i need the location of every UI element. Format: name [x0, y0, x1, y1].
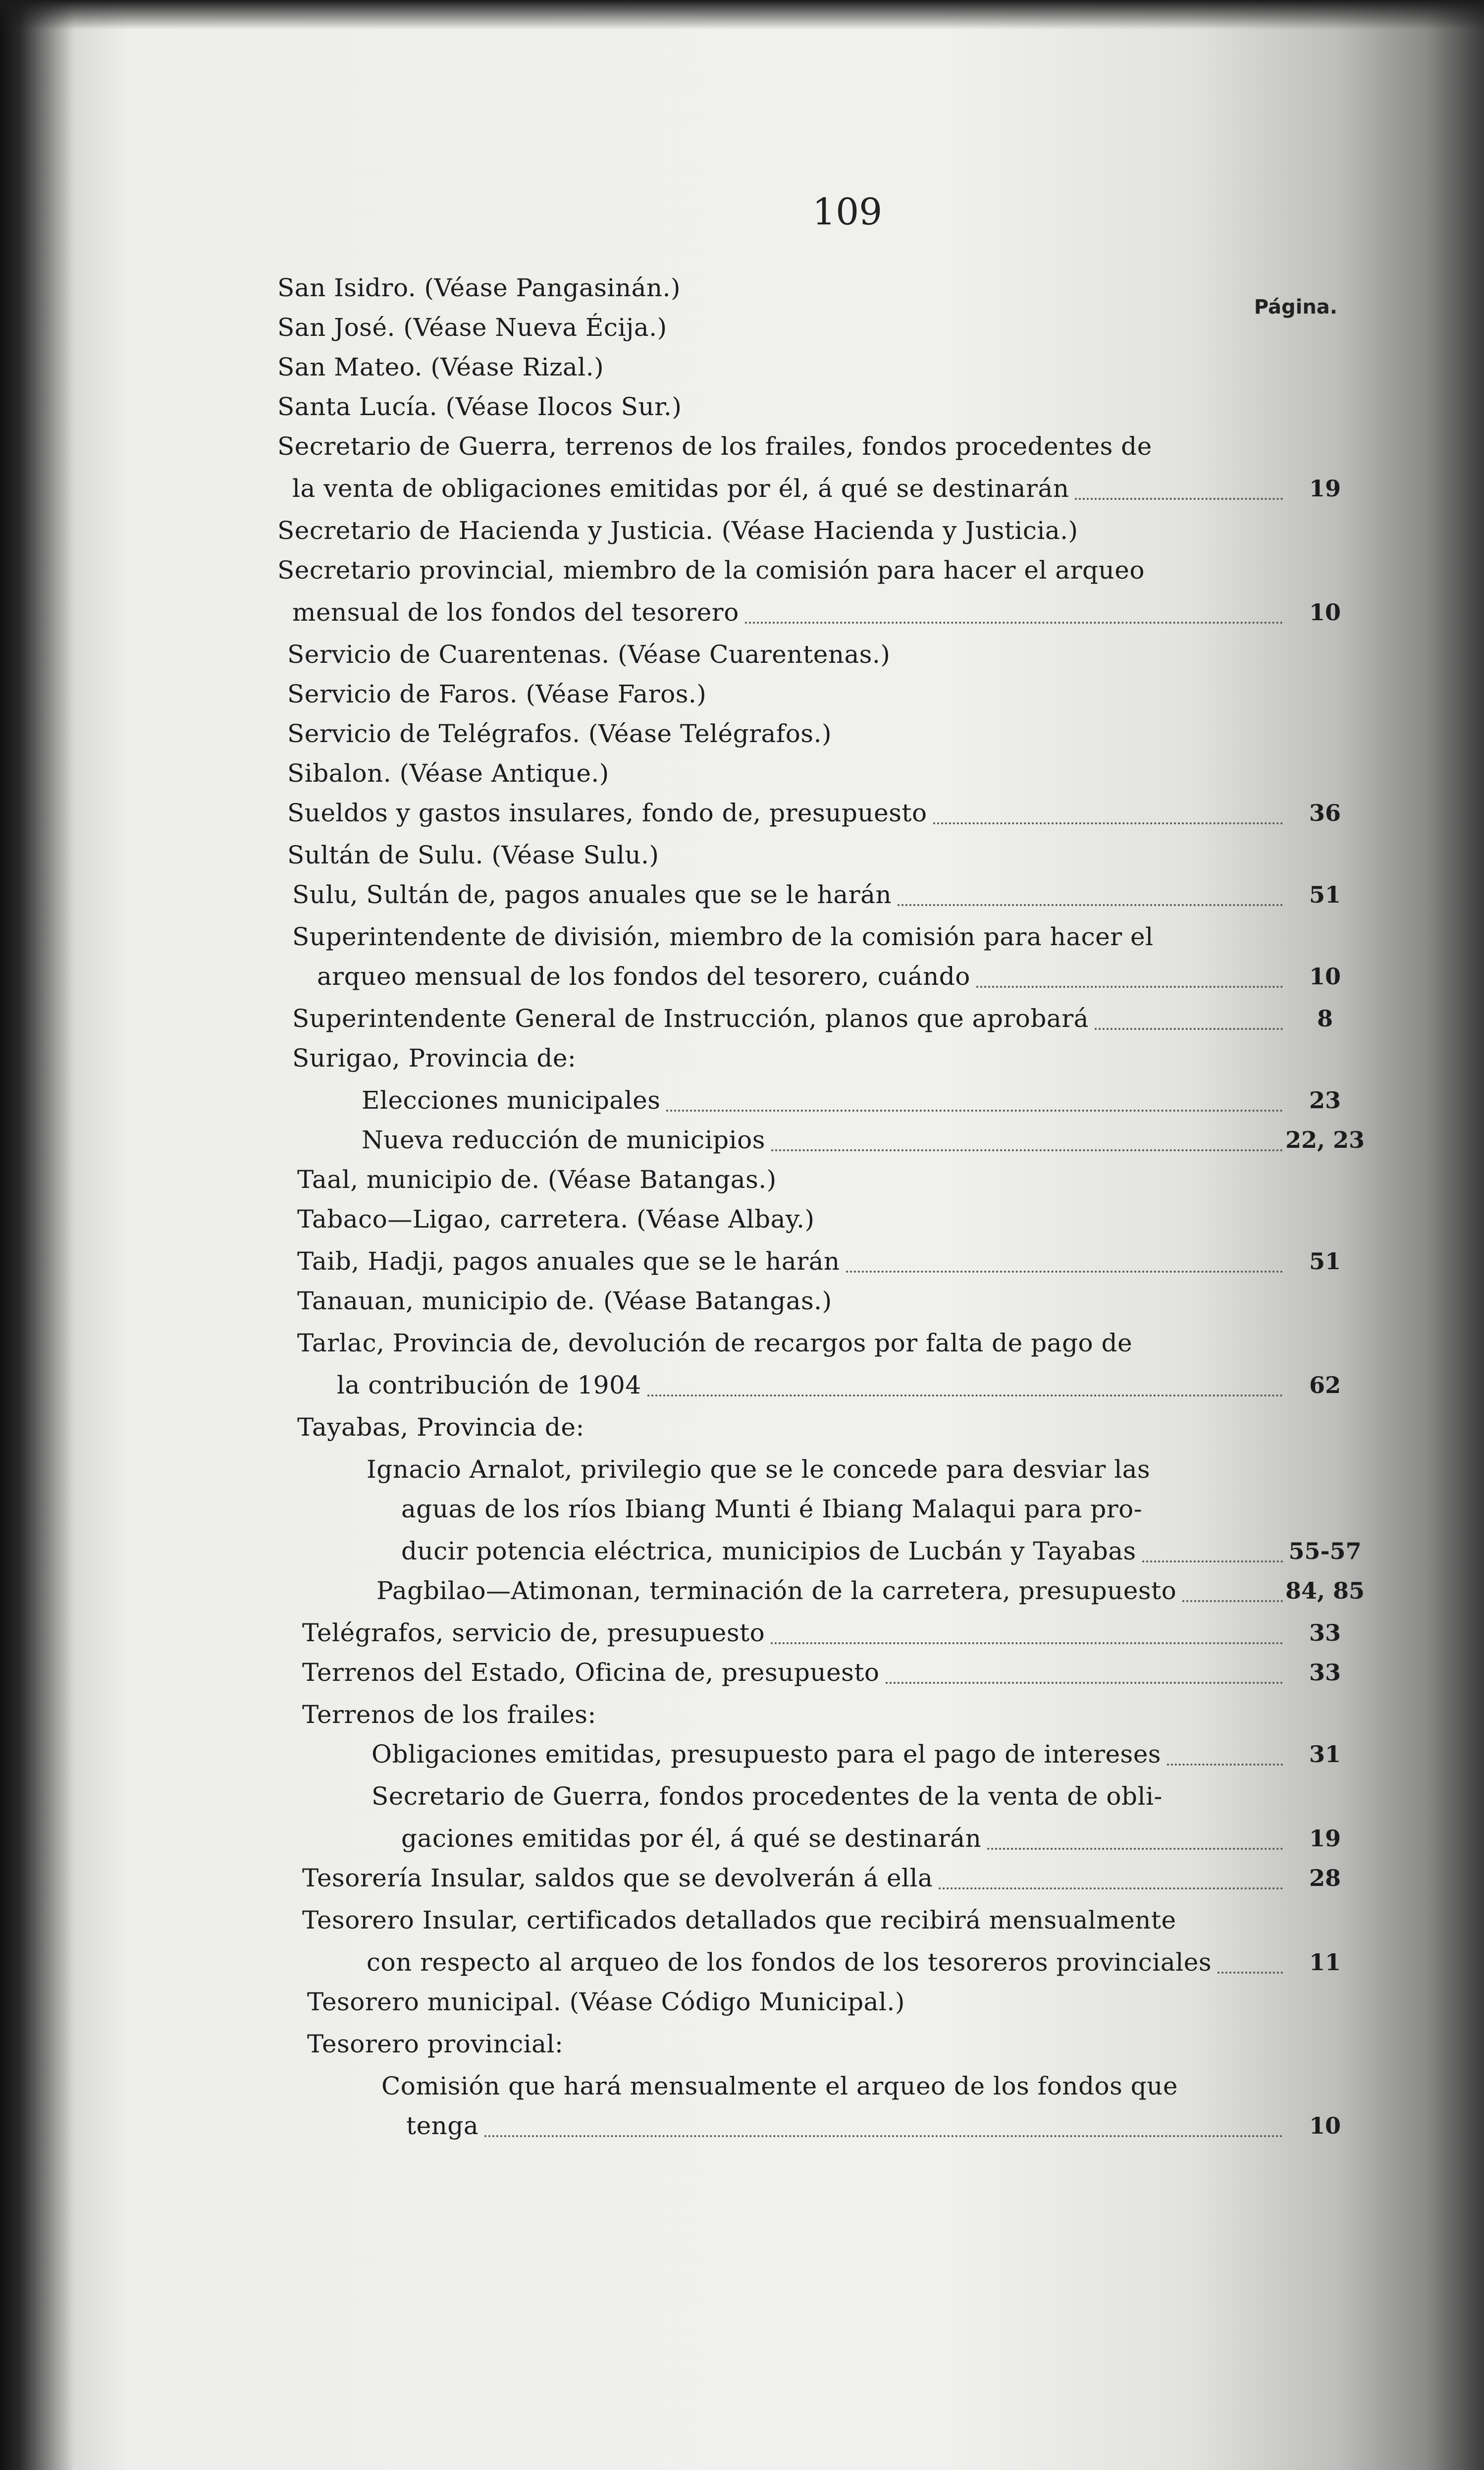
- index-entry: [0, 1365, 1484, 1405]
- index-entry: [0, 874, 1484, 915]
- index-entry-text: Terrenos de los frailes:: [302, 1700, 596, 1729]
- index-entry-text: Comisión que hará mensualmente el arqueo de los fondos que: [381, 2072, 1178, 2100]
- index-entry: [0, 2066, 1484, 2106]
- dot-leader: [886, 1682, 1283, 1684]
- index-entry: [0, 1531, 1484, 1571]
- dot-leader: [1218, 1972, 1283, 1974]
- index-entry: [0, 998, 1484, 1039]
- index-entry-text: San Isidro. (Véase Pangasinán.): [277, 273, 681, 302]
- index-entry: [0, 2024, 1484, 2064]
- index-entry-page: 28: [1309, 1865, 1341, 1891]
- index-entry: [0, 634, 1484, 675]
- index-entry-text: Tesorero municipal. (Véase Código Municipal.): [307, 1987, 905, 2016]
- index-entry-page: 10: [1309, 963, 1341, 990]
- index-entry-text: Secretario de Guerra, terrenos de los frailes, fondos procedentes de: [277, 432, 1152, 461]
- index-entry-text: San José. (Véase Nueva Écija.): [277, 313, 667, 342]
- index-entry-text: con respecto al arqueo de los fondos de los tesoreros provinciales: [367, 1948, 1212, 1977]
- index-entry-text: Ignacio Arnalot, privilegio que se le concede para desviar las: [367, 1455, 1151, 1484]
- index-entry-text: Pagbilao—Atimonan, terminación de la carretera, presupuesto: [376, 1576, 1177, 1605]
- index-entry-text: Surigao, Provincia de:: [292, 1044, 577, 1073]
- index-entry: [0, 1323, 1484, 1363]
- index-entry: [0, 550, 1484, 591]
- index-entry-page: 22, 23: [1285, 1127, 1365, 1153]
- index-entry-page: 19: [1309, 1825, 1341, 1852]
- dot-leader: [933, 822, 1283, 824]
- index-entry: [0, 1199, 1484, 1239]
- index-entry-text: tenga: [406, 2111, 479, 2140]
- index-entry-page: 51: [1309, 1248, 1341, 1275]
- index-entry-text: Nueva reducción de municipios: [362, 1126, 765, 1154]
- index-entry: [0, 916, 1484, 957]
- index-entry-text: Tabaco—Ligao, carretera. (Véase Albay.): [297, 1205, 815, 1234]
- index-entry-text: Taib, Hadji, pagos anuales que se le harán: [297, 1247, 840, 1276]
- index-entry-page: 33: [1309, 1619, 1341, 1646]
- index-entry: [0, 386, 1484, 427]
- index-entry: [0, 1241, 1484, 1282]
- index-entry-page: 36: [1309, 800, 1341, 826]
- index-entry: [0, 1900, 1484, 1940]
- index-entry: [0, 1858, 1484, 1898]
- index-entry-page: 84, 85: [1285, 1577, 1365, 1604]
- index-entry: [0, 1776, 1484, 1817]
- index-entry-text: Tesorero Insular, certificados detallados que recibirá mensualmente: [302, 1906, 1176, 1934]
- index-entry: [0, 592, 1484, 633]
- index-entry-text: Servicio de Cuarentenas. (Véase Cuarentenas.): [287, 640, 891, 669]
- index-entry-text: San Mateo. (Véase Rizal.): [277, 353, 604, 381]
- index-entry: [0, 2105, 1484, 2146]
- index-entry: [0, 1818, 1484, 1859]
- index-entry-page: 10: [1309, 2112, 1341, 2139]
- index-entry-page: 62: [1309, 1372, 1341, 1398]
- dot-leader: [1095, 1028, 1283, 1030]
- index-entry-page: 23: [1309, 1087, 1341, 1114]
- dot-leader: [647, 1395, 1283, 1396]
- page-column-header: Página.: [1254, 296, 1337, 319]
- index-entry-page: 51: [1309, 881, 1341, 908]
- index-entry: [0, 793, 1484, 833]
- index-entry: [0, 1489, 1484, 1529]
- index-entry-text: Servicio de Faros. (Véase Faros.): [287, 680, 707, 708]
- index-entry-page: 11: [1309, 1949, 1341, 1976]
- index-entry-text: Tanauan, municipio de. (Véase Batangas.): [297, 1287, 832, 1315]
- index-entry: [0, 468, 1484, 509]
- index-entry: [0, 956, 1484, 997]
- index-entry-text: Tarlac, Provincia de, devolución de recargos por falta de pago de: [297, 1329, 1133, 1357]
- index-entry-text: Tesorero provincial:: [307, 2030, 564, 2058]
- index-entry-page: 10: [1309, 599, 1341, 626]
- index-entry: [0, 835, 1484, 875]
- dot-leader: [939, 1887, 1283, 1889]
- index-entry: [0, 1694, 1484, 1735]
- index-entry: [0, 1982, 1484, 2022]
- dot-leader: [484, 2135, 1283, 2137]
- dot-leader: [987, 1848, 1283, 1850]
- index-entry-text: Secretario de Guerra, fondos procedentes de la venta de obli-: [371, 1782, 1163, 1811]
- index-entry: [0, 1120, 1484, 1160]
- index-entry: [0, 1449, 1484, 1490]
- index-entry: [0, 1080, 1484, 1121]
- index-entry-text: Secretario provincial, miembro de la comisión para hacer el arqueo: [277, 556, 1145, 585]
- index-entry-page: 19: [1309, 475, 1341, 502]
- index-entry-text: Sueldos y gastos insulares, fondo de, presupuesto: [287, 799, 927, 827]
- index-entry: [0, 1570, 1484, 1611]
- index-entry-text: Servicio de Telégrafos. (Véase Telégrafos.): [287, 719, 832, 748]
- index-entry: [0, 1942, 1484, 1983]
- dot-leader: [898, 904, 1283, 906]
- index-entry: [0, 753, 1484, 794]
- index-entry-text: Sulu, Sultán de, pagos anuales que se le harán: [292, 880, 892, 909]
- index-entry-text: mensual de los fondos del tesorero: [292, 598, 739, 627]
- index-entry-text: gaciones emitidas por él, á qué se destinarán: [401, 1824, 982, 1853]
- index-entry: [0, 674, 1484, 714]
- index-entry-page: 31: [1309, 1741, 1341, 1768]
- dot-leader: [771, 1149, 1283, 1151]
- index-entry-text: Sultán de Sulu. (Véase Sulu.): [287, 841, 659, 869]
- dot-leader: [745, 622, 1283, 624]
- index-entry: [0, 426, 1484, 467]
- index-entry: [0, 1281, 1484, 1321]
- dot-leader: [771, 1642, 1283, 1644]
- index-entry-text: Secretario de Hacienda y Justicia. (Véase Hacienda y Justicia.): [277, 516, 1078, 545]
- index-entry-text: Tayabas, Provincia de:: [297, 1413, 584, 1442]
- index-entry: [0, 510, 1484, 551]
- index-entry-text: Telégrafos, servicio de, presupuesto: [302, 1618, 765, 1647]
- dot-leader: [846, 1271, 1283, 1273]
- index-entry-text: Obligaciones emitidas, presupuesto para el pago de intereses: [371, 1740, 1161, 1769]
- dot-leader: [1167, 1764, 1283, 1766]
- index-entry-text: la contribución de 1904: [337, 1371, 641, 1399]
- index-entry: [0, 713, 1484, 754]
- index-entry-page: 33: [1309, 1659, 1341, 1686]
- index-entry-text: ducir potencia eléctrica, municipios de Lucbán y Tayabas: [401, 1537, 1136, 1565]
- index-entry: [0, 347, 1484, 387]
- dot-leader: [976, 986, 1283, 988]
- page-number: 109: [812, 191, 883, 233]
- index-entry-text: Santa Lucía. (Véase Ilocos Sur.): [277, 392, 682, 421]
- index-entry-text: Taal, municipio de. (Véase Batangas.): [297, 1165, 777, 1194]
- index-entry: [0, 307, 1484, 348]
- index-entry-text: Tesorería Insular, saldos que se devolverán á ella: [302, 1864, 933, 1892]
- index-entry: [0, 268, 1484, 308]
- index-entry-page: 8: [1317, 1005, 1333, 1032]
- index-entry: [0, 1612, 1484, 1653]
- index-entry: [0, 1652, 1484, 1693]
- index-entry-text: la venta de obligaciones emitidas por él, á qué se destinarán: [292, 474, 1069, 503]
- dot-leader: [1142, 1560, 1283, 1562]
- index-entry: [0, 1038, 1484, 1078]
- index-entry-text: Superintendente de división, miembro de la comisión para hacer el: [292, 922, 1154, 951]
- index-entry-text: arqueo mensual de los fondos del tesorero, cuándo: [317, 962, 970, 991]
- index-entry: [0, 1159, 1484, 1200]
- index-entry-text: aguas de los ríos Ibiang Munti é Ibiang Malaqui para pro-: [401, 1495, 1143, 1523]
- index-entry: [0, 1734, 1484, 1774]
- index-entry-text: Sibalon. (Véase Antique.): [287, 759, 609, 788]
- index-entry: [0, 1407, 1484, 1448]
- index-entry-page: 55-57: [1288, 1538, 1362, 1564]
- dot-leader: [666, 1110, 1283, 1112]
- index-entry-text: Elecciones municipales: [362, 1086, 661, 1115]
- index-entry-text: Terrenos del Estado, Oficina de, presupuesto: [302, 1658, 880, 1687]
- dot-leader: [1182, 1600, 1283, 1602]
- dot-leader: [1075, 498, 1283, 500]
- index-entry-text: Superintendente General de Instrucción, planos que aprobará: [292, 1004, 1089, 1033]
